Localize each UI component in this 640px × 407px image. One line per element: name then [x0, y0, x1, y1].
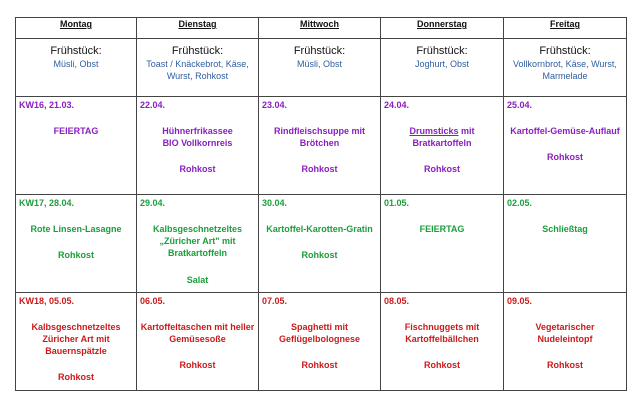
date-label: KW18, 05.05.: [19, 296, 75, 306]
week-row-kw18: [16, 293, 627, 391]
date-label: 23.04.: [262, 100, 288, 110]
meal-cell: [504, 195, 627, 293]
date-label: 30.04.: [262, 198, 288, 208]
breakfast-cell: Frühstück: Müsli, Obst: [259, 39, 381, 97]
breakfast-cell: Frühstück: Müsli, Obst: [16, 39, 137, 97]
meal-text: Spaghetti mit Geflügelbolognese: [278, 322, 360, 344]
meal-cell: [137, 97, 259, 195]
week-row-kw16: [16, 97, 627, 195]
breakfast-cell: Frühstück: Joghurt, Obst: [381, 39, 504, 97]
meal-cell: [381, 293, 504, 391]
meal-cell: [259, 293, 381, 391]
meal-text: FEIERTAG: [53, 126, 99, 136]
meal-cell: [16, 195, 137, 293]
date-label: 07.05.: [262, 296, 288, 306]
side-dish-text: Rohkost: [301, 164, 338, 174]
meal-cell: [16, 97, 137, 195]
weekday-header-row: [16, 18, 627, 39]
breakfast-cell: Frühstück: Toast / Knäckebrot, Käse, Wurst, Rohkost: [137, 39, 259, 97]
meal-text: Kalbsgeschnetzeltes „Züricher Art" mit Bratkartoffeln: [152, 224, 243, 258]
breakfast-cell: Frühstück: Vollkornbrot, Käse, Wurst, Marmelade: [504, 39, 627, 97]
date-label: 22.04.: [140, 100, 166, 110]
meal-cell: [504, 97, 627, 195]
side-dish-text: Rohkost: [301, 360, 338, 370]
date-label: 24.04.: [384, 100, 410, 110]
day-header: Freitag: [504, 18, 627, 39]
meal-plan-table: [15, 17, 627, 391]
week-row-kw17: [16, 195, 627, 293]
date-label: 25.04.: [507, 100, 533, 110]
meal-text: Rote Linsen-Lasagne: [30, 224, 122, 234]
meal-cell: [259, 195, 381, 293]
side-dish-text: Rohkost: [424, 164, 460, 174]
day-header: Donnerstag: [381, 18, 504, 39]
day-header: Mittwoch: [259, 18, 381, 39]
meal-cell: [137, 195, 259, 293]
day-header: Dienstag: [137, 18, 259, 39]
side-dish-text: Rohkost: [424, 360, 460, 370]
date-label: KW16, 21.03.: [19, 100, 75, 110]
side-dish-text: Rohkost: [179, 360, 216, 370]
side-dish-text: Salat: [186, 275, 209, 285]
meal-text: Vegetarischer Nudeleintopf: [535, 322, 595, 344]
meal-text: FEIERTAG: [419, 224, 465, 234]
meal-text: Kartoffel-Gemüse-Auflauf: [510, 126, 620, 136]
meal-text: Kalbsgeschnetzeltes Züricher Art mit Bauernspätzle: [31, 322, 121, 356]
meal-text: Kartoffeltaschen mit heller Gemüsesoße: [140, 322, 255, 344]
date-label: KW17, 28.04.: [19, 198, 75, 208]
meal-cell: [504, 293, 627, 391]
side-dish-text: Rohkost: [301, 250, 338, 260]
meal-text-underlined: Drumsticks: [409, 126, 459, 136]
meal-text: Fischnuggets mit Kartoffelbällchen: [404, 322, 480, 344]
date-label: 09.05.: [507, 296, 533, 306]
meal-cell: [381, 97, 504, 195]
meal-cell: [259, 97, 381, 195]
date-label: 08.05.: [384, 296, 410, 306]
meal-cell: [381, 195, 504, 293]
date-label: 01.05.: [384, 198, 410, 208]
side-dish-text: Rohkost: [179, 164, 216, 174]
meal-text: Kartoffel-Karotten-Gratin: [266, 224, 373, 234]
date-label: 02.05.: [507, 198, 533, 208]
date-label: 06.05.: [140, 296, 166, 306]
meal-text: Hühnerfrikassee BIO Vollkornreis: [162, 126, 233, 148]
meal-text: Rindfleischsuppe mit Brötchen: [273, 126, 365, 148]
side-dish-text: Rohkost: [547, 152, 583, 162]
meal-cell: [137, 293, 259, 391]
breakfast-row: [16, 39, 627, 97]
meal-text-rest: mit Bratkartoffeln: [412, 126, 475, 148]
side-dish-text: Rohkost: [547, 360, 583, 370]
meal-cell: [16, 293, 137, 391]
meal-text: Schließtag: [542, 224, 588, 234]
side-dish-text: Rohkost: [58, 250, 94, 260]
date-label: 29.04.: [140, 198, 166, 208]
side-dish-text: Rohkost: [58, 372, 94, 382]
day-header: Montag: [16, 18, 137, 39]
meal-text: [381, 125, 503, 149]
